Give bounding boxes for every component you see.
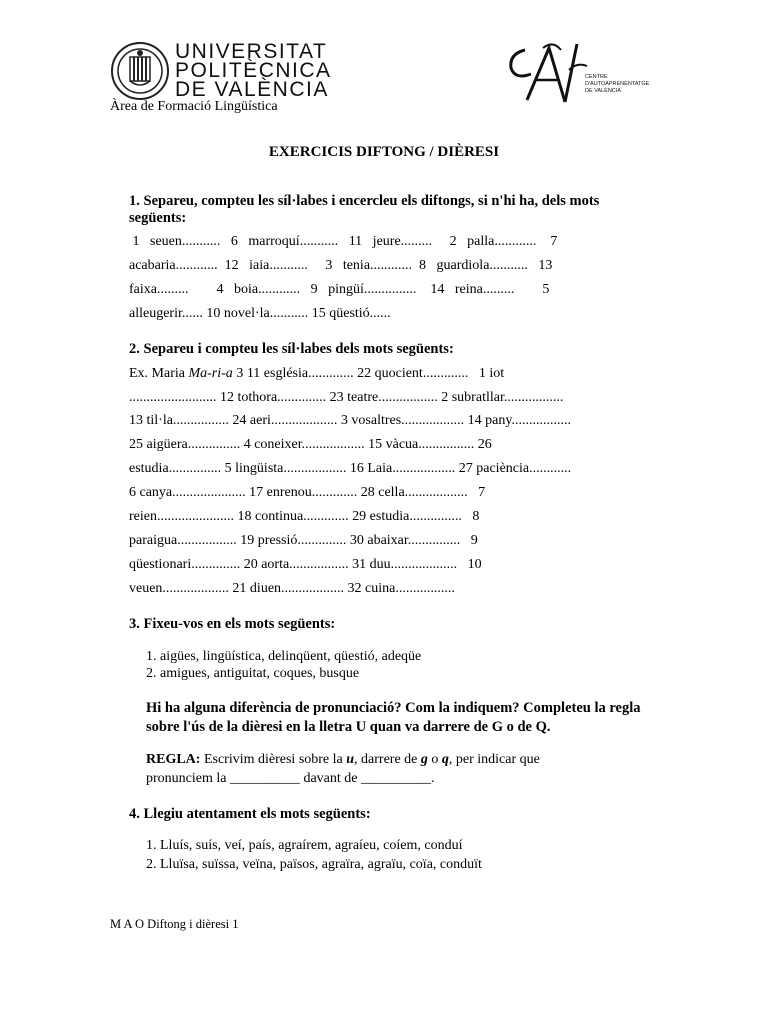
section-2-line: reien...................... 18 continua............. 29 estudia............... 8 <box>129 509 480 524</box>
svg-text:CENTRE: CENTRE <box>585 74 608 80</box>
section-2-line: paraigua................. 19 pressió.............. 30 abaixar............... 9 <box>129 533 478 548</box>
section-2-line: veuen................... 21 diuen.................. 32 cuina................. <box>129 581 455 596</box>
section-4-heading: 4. Llegiu atentament els mots següents: <box>129 806 371 822</box>
page-footer: M A O Diftong i dièresi 1 <box>110 917 239 931</box>
university-name-line-2: POLITÈCNICA <box>175 59 332 82</box>
section-4-item: 1. Lluís, suís, veí, país, agraírem, agraíeu, coíem, conduí <box>146 838 463 853</box>
section-2-line: 6 canya..................... 17 enrenou............. 28 cella.................. 7 <box>129 485 486 500</box>
section-3-item: 2. amigues, antiguitat, coques, busque <box>146 666 360 681</box>
rule-line-1 <box>146 752 540 768</box>
cal-logo <box>505 40 655 112</box>
section-1-line: acabaria............ 12 iaia........... 3 tenia............ 8 guardiola........... 13 <box>129 258 553 273</box>
upv-seal-logo <box>110 41 170 101</box>
rule-letter-q: q <box>441 752 449 767</box>
rule-text: Escrivim dièresi sobre la <box>200 752 347 767</box>
section-2-heading: 2. Separeu i compteu les síl·labes dels mots següents: <box>129 341 454 357</box>
example-prefix: Ex. Maria <box>129 366 189 381</box>
rule-label: REGLA: <box>146 752 201 767</box>
area-subtitle: Àrea de Formació Lingüística <box>110 99 278 114</box>
section-3-question: Hi ha alguna diferència de pronunciació? Com la indiquem? Completeu la regla sobre l'ús de la dièresi en la lletra U quan va darrere de G o de Q. <box>146 700 641 735</box>
rule-text: o <box>427 752 442 767</box>
rule-text: , per indicar que <box>448 752 540 767</box>
section-1-line: faixa......... 4 boia............ 9 pingüí............... 14 reina......... 5 <box>129 282 550 297</box>
svg-text:D'AUTOAPRENENTATGE: D'AUTOAPRENENTATGE <box>585 81 650 87</box>
svg-text:DE VALÈNCIA: DE VALÈNCIA <box>585 88 621 94</box>
section-2-example <box>129 366 504 382</box>
example-rest: 3 11 església............. 22 quocient............. 1 iot <box>232 366 505 381</box>
rule-text: , darrere de <box>354 752 421 767</box>
rule-line-2: pronunciem la __________ davant de __________. <box>146 771 435 786</box>
university-name-line-3: DE VALÈNCIA <box>175 78 329 101</box>
section-2-line: 25 aigüera............... 4 coneixer.................. 15 vàcua................ 26 <box>129 437 492 452</box>
rule-letter-g: g <box>420 752 428 767</box>
section-1-line: 1 seuen........... 6 marroquí........... 11 jeure......... 2 palla............ 7 <box>129 234 558 249</box>
section-2-line: ......................... 12 tothora.............. 23 teatre................. 2 subratllar................. <box>129 390 564 405</box>
section-3-heading: 3. Fixeu-vos en els mots següents: <box>129 616 336 632</box>
section-2-line: estudia............... 5 lingüista.................. 16 Laia.................. 27 paciència............ <box>129 461 572 476</box>
section-4-item: 2. Lluïsa, suïssa, veïna, països, agraïra, agraïu, coïa, conduït <box>146 857 482 872</box>
page-title: EXERCICIS DIFTONG / DIÈRESI <box>268 144 500 160</box>
section-1-line: alleugerir...... 10 novel·la........... 15 qüestió...... <box>129 306 391 321</box>
example-syllables: Ma-ri-a <box>188 366 233 381</box>
section-2-line: 13 til·la................ 24 aeri................... 3 vosaltres.................. 14 pany................. <box>129 413 571 428</box>
section-1-heading: 1. Separeu, compteu les síl·labes i encercleu els diftongs, si n'hi ha, dels mots següents: <box>129 193 600 226</box>
rule-letter-u: u <box>346 752 355 767</box>
university-name-line-1: UNIVERSITAT <box>175 40 328 63</box>
section-3-item: 1. aigües, lingüística, delinqüent, qüestió, adeqüe <box>146 649 422 664</box>
section-2-line: qüestionari.............. 20 aorta................. 31 duu................... 10 <box>129 557 482 572</box>
